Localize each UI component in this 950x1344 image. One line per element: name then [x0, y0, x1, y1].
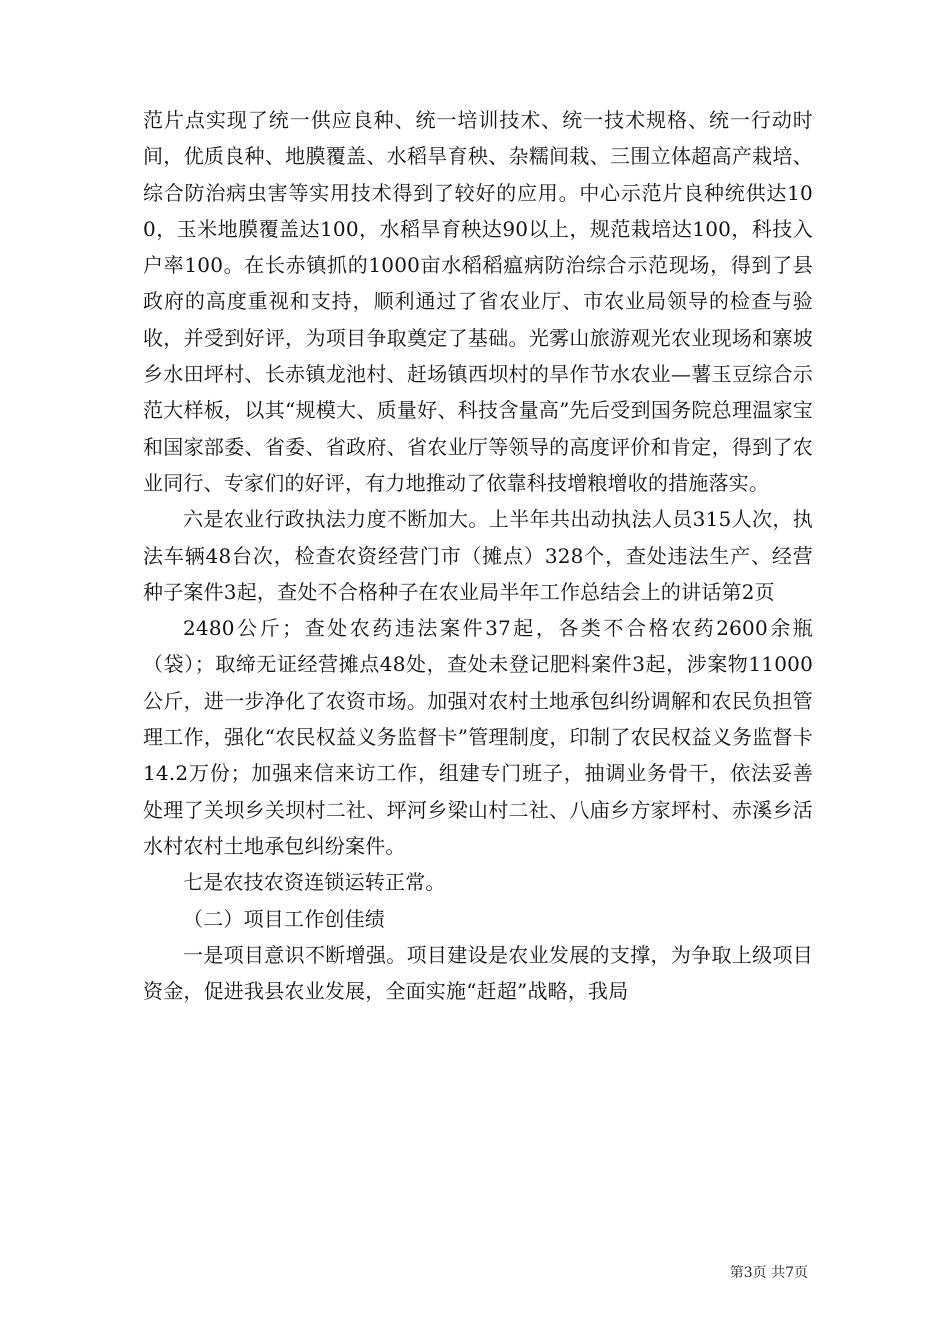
paragraph-continuation: 范片点实现了统一供应良种、统一培训技术、统一技术规格、统一行动时间，优质良种、地膜覆盖、水稻旱育秧、杂糯间栽、三围立体超高产栽培、综合防治病虫害等实用技术得到了较好的应用。中心示范片良种统供达100，玉米地膜覆盖达100，水稻旱育秧达90以上，规范栽培达100，科技入户率100。在长赤镇抓的1000亩水稻稻瘟病防治综合示范现场，得到了县政府的高度重视和支持，顺利通过了省农业厅、市农业局领导的检查与验收，并受到好评，为项目争取奠定了基础。光雾山旅游观光农业现场和寨坡乡水田坪村、长赤镇龙池村、赶场镇西坝村的旱作节水农业—薯玉豆综合示范大样板，以其“规模大、质量好、科技含量高”先后受到国务院总理温家宝和国家部委、省委、省政府、省农业厅等领导的高度评价和肯定，得到了农业同行、专家们的好评，有力地推动了依靠科技增粮增收的措施落实。: [143, 108, 813, 495]
paragraph-pesticide-cases: 2480公斤；查处农药违法案件37起，各类不合格农药2600余瓶（袋）；取缔无证经营摊点48处，查处未登记肥料案件3起，涉案物11000公斤，进一步净化了农资市场。加强对农村土地承包纠纷调解和农民负担管理工作，强化“农民权益义务监督卡”管理制度，印制了农民权益义务监督卡14.2万份；加强来信来访工作，组建专门班子，抽调业务骨干，依法妥善处理了关坝乡关坝村二社、坪河乡梁山村二社、八庙乡方家坪村、赤溪乡活水村农村土地承包纠纷案件。: [143, 616, 813, 858]
page-number-footer: 第3页 共7页: [729, 1265, 808, 1281]
paragraph-law-enforcement: 六是农业行政执法力度不断加大。上半年共出动执法人员315人次，执法车辆48台次，检查农资经营门市（摊点）328个，查处违法生产、经营种子案件3起，查处不合格种子在农业局半年工作总结会上的讲话第2页: [143, 507, 813, 604]
section-heading: （二）项目工作创佳绩: [183, 906, 385, 931]
paragraph-project-awareness: 一是项目意识不断增强。项目建设是农业发展的支撑，为争取上级项目资金，促进我县农业发展，全面实施“赶超”战略，我局: [143, 942, 813, 1004]
document-body: [143, 102, 813, 1009]
paragraph-chain-operation: 七是农技农资连锁运转正常。: [183, 870, 446, 895]
